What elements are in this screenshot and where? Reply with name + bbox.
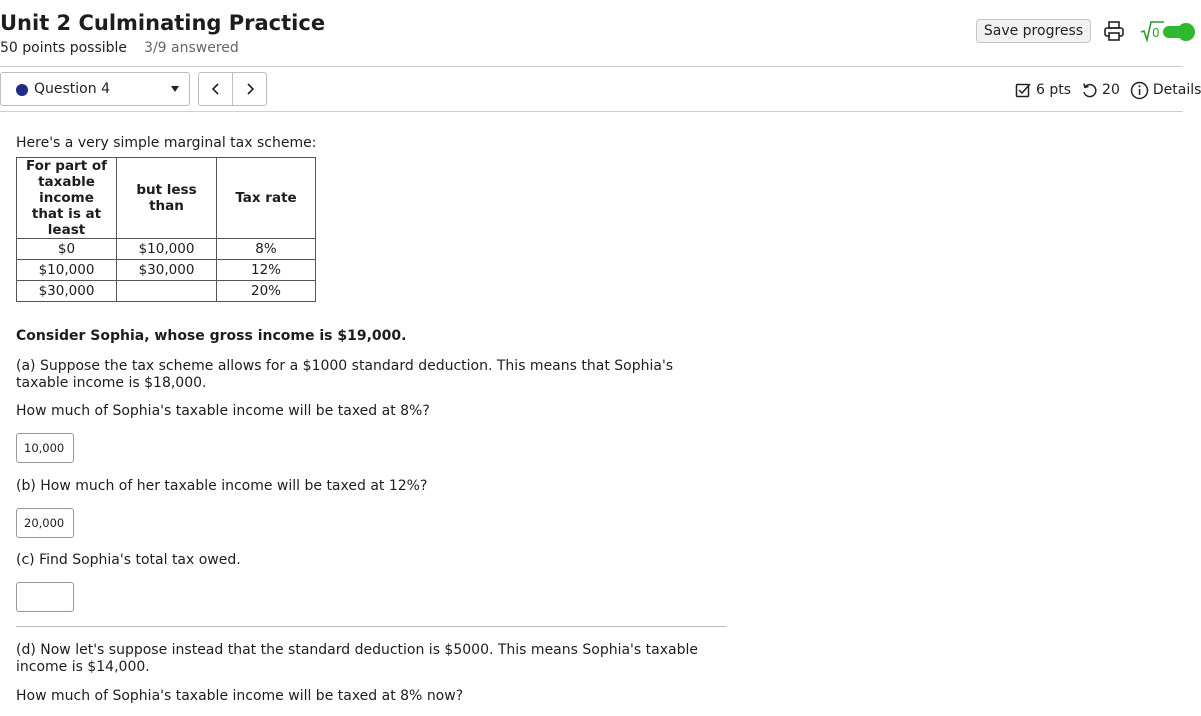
question-info [1015,80,1201,100]
part-b-answer-input[interactable] [16,508,74,538]
part-c-answer-input[interactable] [16,582,74,612]
checkbox-icon [1015,82,1032,99]
column-header: but less than [117,158,217,239]
page-title: Unit 2 Culminating Practice [0,11,326,35]
question-status-dot [16,84,28,96]
points-possible: 50 points possible [0,40,128,56]
question-select[interactable] [0,72,190,106]
table-cell [117,281,217,302]
part-c-question: (c) Find Sophia's total tax owed. [16,552,241,568]
table-header-row [17,158,316,239]
table-cell: $30,000 [17,281,117,302]
part-d-question: How much of Sophia's taxable income will be taxed at 8% now? [16,688,464,704]
tries-remaining: 20 [1102,82,1120,98]
question-bar [0,67,1201,112]
table-row [17,239,316,260]
question-intro: Here's a very simple marginal tax scheme: [16,135,317,151]
table-cell: $10,000 [17,260,117,281]
chevron-left-icon [211,83,221,95]
next-question-button[interactable] [232,72,267,106]
table-cell: 8% [217,239,316,260]
table-cell: 12% [217,260,316,281]
table-cell: $30,000 [117,260,217,281]
header [0,0,1183,67]
math-entry-toggle[interactable] [1163,26,1193,38]
retry-icon [1081,82,1098,99]
svg-text:0: 0 [1152,26,1160,40]
column-header: For part of taxable income that is at least [17,158,117,239]
question-points: 6 pts [1036,82,1072,98]
table-cell: 20% [217,281,316,302]
previous-question-button[interactable] [198,72,233,106]
details-link[interactable]: Details [1152,82,1201,98]
table-row [17,281,316,302]
printer-icon[interactable] [1103,20,1125,42]
part-b-question: (b) How much of her taxable income will be taxed at 12%? [16,478,428,494]
answered-count: 3/9 answered [144,40,239,56]
tax-table [16,157,316,302]
column-header: Tax rate [217,158,316,239]
assignment-meta [0,40,239,56]
table-cell: $10,000 [117,239,217,260]
info-icon[interactable] [1130,81,1149,100]
caret-down-icon [171,86,179,92]
table-cell: $0 [17,239,117,260]
scenario-text: Consider Sophia, whose gross income is $19,000. [16,328,407,344]
table-row [17,260,316,281]
part-a-answer-input[interactable] [16,433,74,463]
question-select-label: Question 4 [34,81,110,97]
part-a-question: How much of Sophia's taxable income will be taxed at 8%? [16,403,430,419]
chevron-right-icon [245,83,255,95]
save-progress-button[interactable]: Save progress [976,19,1091,43]
section-divider [16,626,726,627]
toggle-knob [1177,23,1195,41]
sqrt-icon[interactable] [1140,19,1164,43]
part-d-text: (d) Now let's suppose instead that the standard deduction is $5000. This means Sophia's taxable income is $14,000. [16,642,698,675]
part-a-text: (a) Suppose the tax scheme allows for a $1000 standard deduction. This means that Sophia's taxable income is $18,000. [16,358,674,391]
